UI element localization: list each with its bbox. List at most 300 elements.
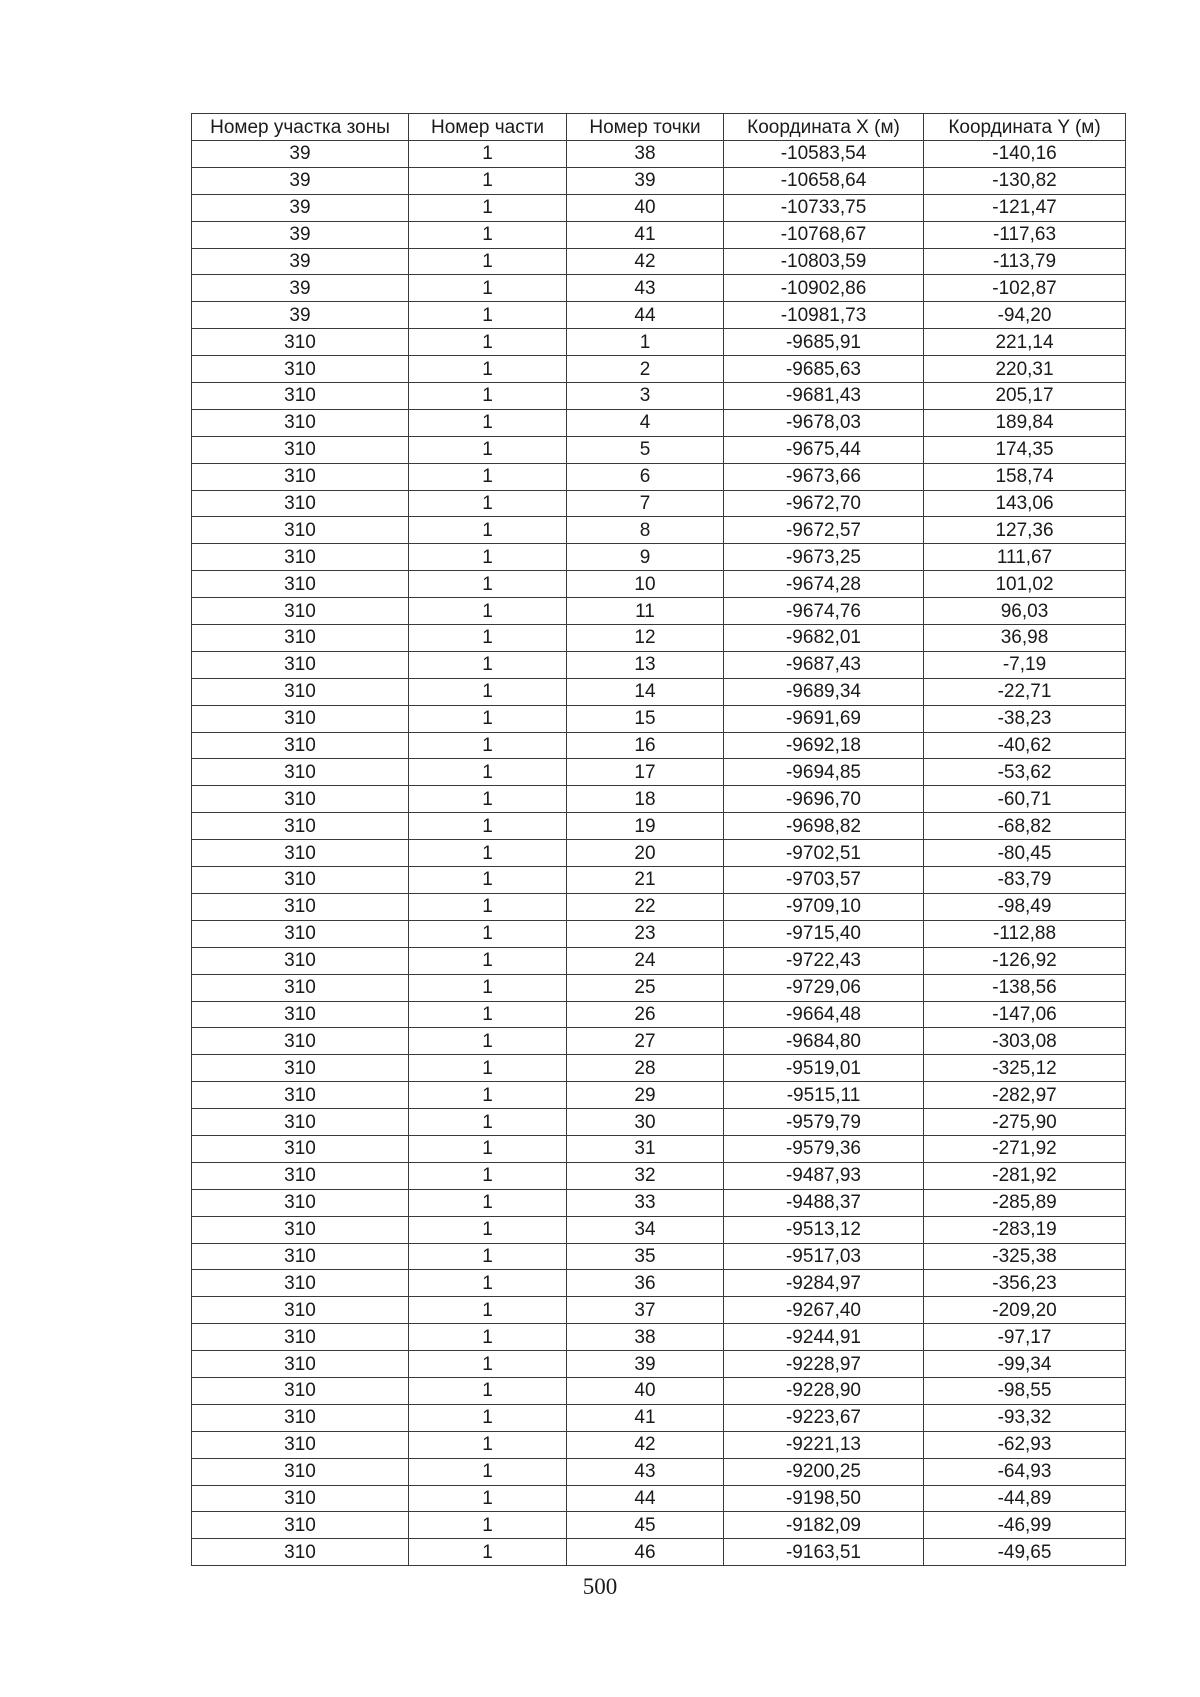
cell-coordinate-x: -9513,12 (724, 1216, 924, 1243)
cell-point-number: 2 (567, 356, 724, 383)
cell-coordinate-y: -271,92 (924, 1135, 1126, 1162)
table-row (192, 141, 1126, 168)
table-row (192, 974, 1126, 1001)
cell-coordinate-x: -9696,70 (724, 786, 924, 813)
cell-point-number: 37 (567, 1297, 724, 1324)
cell-part-number: 1 (409, 840, 567, 867)
table-row (192, 1135, 1126, 1162)
cell-zone-section: 310 (192, 813, 409, 840)
cell-coordinate-y: -68,82 (924, 813, 1126, 840)
cell-zone-section: 310 (192, 786, 409, 813)
cell-part-number: 1 (409, 1189, 567, 1216)
cell-coordinate-y: -98,49 (924, 893, 1126, 920)
cell-coordinate-y: -112,88 (924, 920, 1126, 947)
cell-coordinate-x: -9694,85 (724, 759, 924, 786)
cell-part-number: 1 (409, 1135, 567, 1162)
cell-point-number: 42 (567, 1431, 724, 1458)
cell-coordinate-y: -285,89 (924, 1189, 1126, 1216)
cell-part-number: 1 (409, 221, 567, 248)
table-row (192, 1404, 1126, 1431)
cell-point-number: 28 (567, 1055, 724, 1082)
table-row (192, 1028, 1126, 1055)
cell-zone-section: 39 (192, 221, 409, 248)
cell-coordinate-x: -9685,91 (724, 329, 924, 356)
cell-point-number: 46 (567, 1539, 724, 1566)
table-body (192, 141, 1126, 1566)
cell-coordinate-x: -9221,13 (724, 1431, 924, 1458)
cell-part-number: 1 (409, 1404, 567, 1431)
cell-zone-section: 310 (192, 893, 409, 920)
cell-coordinate-x: -9698,82 (724, 813, 924, 840)
cell-coordinate-y: 101,02 (924, 571, 1126, 598)
cell-coordinate-x: -9517,03 (724, 1243, 924, 1270)
cell-point-number: 25 (567, 974, 724, 1001)
cell-part-number: 1 (409, 1270, 567, 1297)
cell-coordinate-x: -10658,64 (724, 167, 924, 194)
cell-zone-section: 310 (192, 1001, 409, 1028)
cell-part-number: 1 (409, 625, 567, 652)
cell-coordinate-x: -9579,79 (724, 1109, 924, 1136)
cell-coordinate-x: -9681,43 (724, 383, 924, 410)
cell-coordinate-y: -80,45 (924, 840, 1126, 867)
cell-coordinate-y: -93,32 (924, 1404, 1126, 1431)
cell-zone-section: 310 (192, 678, 409, 705)
cell-coordinate-y: -40,62 (924, 732, 1126, 759)
cell-coordinate-x: -9519,01 (724, 1055, 924, 1082)
cell-zone-section: 310 (192, 1458, 409, 1485)
column-header-zone-section: Номер участка зоны (192, 114, 409, 141)
cell-coordinate-y: -209,20 (924, 1297, 1126, 1324)
cell-point-number: 44 (567, 1485, 724, 1512)
cell-coordinate-x: -9284,97 (724, 1270, 924, 1297)
cell-coordinate-x: -9674,76 (724, 598, 924, 625)
cell-coordinate-y: -46,99 (924, 1512, 1126, 1539)
table-row (192, 544, 1126, 571)
cell-part-number: 1 (409, 1351, 567, 1378)
cell-part-number: 1 (409, 275, 567, 302)
table-row (192, 732, 1126, 759)
cell-part-number: 1 (409, 1162, 567, 1189)
cell-point-number: 40 (567, 194, 724, 221)
cell-point-number: 45 (567, 1512, 724, 1539)
cell-coordinate-y: -53,62 (924, 759, 1126, 786)
table-row (192, 1109, 1126, 1136)
cell-zone-section: 310 (192, 1512, 409, 1539)
cell-coordinate-y: -325,12 (924, 1055, 1126, 1082)
table-row (192, 840, 1126, 867)
cell-coordinate-x: -9687,43 (724, 651, 924, 678)
cell-part-number: 1 (409, 248, 567, 275)
cell-coordinate-y: -22,71 (924, 678, 1126, 705)
cell-zone-section: 310 (192, 571, 409, 598)
table-row (192, 1055, 1126, 1082)
cell-point-number: 38 (567, 141, 724, 168)
cell-part-number: 1 (409, 920, 567, 947)
table-row (192, 409, 1126, 436)
cell-zone-section: 310 (192, 383, 409, 410)
table-row (192, 651, 1126, 678)
cell-coordinate-x: -9487,93 (724, 1162, 924, 1189)
cell-coordinate-y: 127,36 (924, 517, 1126, 544)
table-row (192, 221, 1126, 248)
table-row (192, 1216, 1126, 1243)
cell-coordinate-x: -9689,34 (724, 678, 924, 705)
cell-part-number: 1 (409, 571, 567, 598)
table-row (192, 1243, 1126, 1270)
table-row (192, 490, 1126, 517)
cell-coordinate-y: 221,14 (924, 329, 1126, 356)
cell-zone-section: 39 (192, 275, 409, 302)
table-row (192, 1377, 1126, 1404)
table-row (192, 463, 1126, 490)
cell-coordinate-x: -9709,10 (724, 893, 924, 920)
cell-zone-section: 310 (192, 1162, 409, 1189)
cell-coordinate-x: -9715,40 (724, 920, 924, 947)
cell-part-number: 1 (409, 141, 567, 168)
table-row (192, 947, 1126, 974)
cell-zone-section: 310 (192, 436, 409, 463)
cell-point-number: 38 (567, 1324, 724, 1351)
cell-point-number: 44 (567, 302, 724, 329)
cell-zone-section: 310 (192, 1297, 409, 1324)
table-row (192, 1162, 1126, 1189)
cell-coordinate-x: -9244,91 (724, 1324, 924, 1351)
cell-point-number: 35 (567, 1243, 724, 1270)
cell-coordinate-y: -140,16 (924, 141, 1126, 168)
table-row (192, 1001, 1126, 1028)
cell-part-number: 1 (409, 1324, 567, 1351)
cell-zone-section: 310 (192, 1082, 409, 1109)
cell-part-number: 1 (409, 1485, 567, 1512)
cell-point-number: 24 (567, 947, 724, 974)
cell-point-number: 15 (567, 705, 724, 732)
cell-part-number: 1 (409, 651, 567, 678)
table-row (192, 1082, 1126, 1109)
cell-part-number: 1 (409, 1001, 567, 1028)
cell-coordinate-y: -44,89 (924, 1485, 1126, 1512)
cell-coordinate-x: -9702,51 (724, 840, 924, 867)
cell-coordinate-y: 220,31 (924, 356, 1126, 383)
cell-part-number: 1 (409, 356, 567, 383)
table-row (192, 1431, 1126, 1458)
table-row (192, 867, 1126, 894)
cell-coordinate-y: -117,63 (924, 221, 1126, 248)
table-row (192, 194, 1126, 221)
cell-coordinate-y: 205,17 (924, 383, 1126, 410)
cell-part-number: 1 (409, 167, 567, 194)
cell-coordinate-y: -130,82 (924, 167, 1126, 194)
table-row (192, 302, 1126, 329)
column-header-part-number: Номер части (409, 114, 567, 141)
cell-part-number: 1 (409, 1458, 567, 1485)
cell-part-number: 1 (409, 1243, 567, 1270)
cell-part-number: 1 (409, 1028, 567, 1055)
cell-point-number: 26 (567, 1001, 724, 1028)
table-row (192, 705, 1126, 732)
cell-coordinate-y: -99,34 (924, 1351, 1126, 1378)
cell-coordinate-y: 143,06 (924, 490, 1126, 517)
cell-coordinate-y: -283,19 (924, 1216, 1126, 1243)
cell-point-number: 39 (567, 167, 724, 194)
table-row (192, 1539, 1126, 1566)
cell-point-number: 3 (567, 383, 724, 410)
cell-zone-section: 310 (192, 625, 409, 652)
cell-part-number: 1 (409, 678, 567, 705)
cell-zone-section: 310 (192, 1324, 409, 1351)
cell-coordinate-x: -9672,70 (724, 490, 924, 517)
cell-part-number: 1 (409, 383, 567, 410)
cell-coordinate-y: 111,67 (924, 544, 1126, 571)
cell-part-number: 1 (409, 1539, 567, 1566)
cell-coordinate-y: -303,08 (924, 1028, 1126, 1055)
cell-point-number: 19 (567, 813, 724, 840)
cell-part-number: 1 (409, 705, 567, 732)
cell-coordinate-x: -9691,69 (724, 705, 924, 732)
cell-coordinate-y: 189,84 (924, 409, 1126, 436)
table-row (192, 383, 1126, 410)
cell-coordinate-x: -9223,67 (724, 1404, 924, 1431)
cell-coordinate-y: 158,74 (924, 463, 1126, 490)
cell-zone-section: 310 (192, 1243, 409, 1270)
table-row (192, 167, 1126, 194)
cell-zone-section: 310 (192, 1431, 409, 1458)
cell-zone-section: 310 (192, 651, 409, 678)
cell-point-number: 11 (567, 598, 724, 625)
cell-point-number: 33 (567, 1189, 724, 1216)
cell-coordinate-x: -9579,36 (724, 1135, 924, 1162)
cell-coordinate-x: -9673,25 (724, 544, 924, 571)
cell-point-number: 17 (567, 759, 724, 786)
cell-zone-section: 310 (192, 1028, 409, 1055)
cell-coordinate-x: -9488,37 (724, 1189, 924, 1216)
cell-point-number: 10 (567, 571, 724, 598)
cell-point-number: 42 (567, 248, 724, 275)
cell-point-number: 4 (567, 409, 724, 436)
cell-coordinate-y: 96,03 (924, 598, 1126, 625)
cell-coordinate-y: -147,06 (924, 1001, 1126, 1028)
cell-coordinate-y: -138,56 (924, 974, 1126, 1001)
cell-point-number: 36 (567, 1270, 724, 1297)
cell-zone-section: 310 (192, 1270, 409, 1297)
cell-zone-section: 39 (192, 302, 409, 329)
cell-part-number: 1 (409, 1055, 567, 1082)
table-row (192, 1458, 1126, 1485)
cell-point-number: 6 (567, 463, 724, 490)
cell-zone-section: 310 (192, 732, 409, 759)
cell-part-number: 1 (409, 1109, 567, 1136)
cell-zone-section: 39 (192, 248, 409, 275)
cell-point-number: 8 (567, 517, 724, 544)
cell-coordinate-x: -9664,48 (724, 1001, 924, 1028)
cell-coordinate-y: -64,93 (924, 1458, 1126, 1485)
cell-zone-section: 310 (192, 1055, 409, 1082)
cell-coordinate-x: -9228,90 (724, 1377, 924, 1404)
cell-coordinate-x: -9675,44 (724, 436, 924, 463)
cell-coordinate-y: -7,19 (924, 651, 1126, 678)
cell-point-number: 20 (567, 840, 724, 867)
cell-zone-section: 310 (192, 329, 409, 356)
cell-coordinate-y: -126,92 (924, 947, 1126, 974)
cell-coordinate-x: -9672,57 (724, 517, 924, 544)
cell-zone-section: 310 (192, 1377, 409, 1404)
cell-point-number: 18 (567, 786, 724, 813)
cell-zone-section: 310 (192, 1539, 409, 1566)
cell-part-number: 1 (409, 1297, 567, 1324)
cell-point-number: 16 (567, 732, 724, 759)
cell-coordinate-y: -102,87 (924, 275, 1126, 302)
table-row (192, 571, 1126, 598)
cell-zone-section: 310 (192, 920, 409, 947)
cell-zone-section: 310 (192, 1404, 409, 1431)
cell-coordinate-x: -10803,59 (724, 248, 924, 275)
table-row (192, 625, 1126, 652)
table-row (192, 275, 1126, 302)
cell-zone-section: 310 (192, 1189, 409, 1216)
table-row (192, 786, 1126, 813)
cell-part-number: 1 (409, 517, 567, 544)
cell-point-number: 43 (567, 275, 724, 302)
table-row (192, 813, 1126, 840)
table-row (192, 1189, 1126, 1216)
table-row (192, 1485, 1126, 1512)
cell-point-number: 34 (567, 1216, 724, 1243)
table-row (192, 1512, 1126, 1539)
cell-coordinate-x: -9182,09 (724, 1512, 924, 1539)
cell-part-number: 1 (409, 1082, 567, 1109)
table-row (192, 1270, 1126, 1297)
cell-part-number: 1 (409, 463, 567, 490)
cell-zone-section: 310 (192, 759, 409, 786)
cell-coordinate-y: -97,17 (924, 1324, 1126, 1351)
cell-zone-section: 310 (192, 867, 409, 894)
cell-coordinate-y: -281,92 (924, 1162, 1126, 1189)
cell-coordinate-x: -9678,03 (724, 409, 924, 436)
cell-zone-section: 310 (192, 840, 409, 867)
cell-point-number: 21 (567, 867, 724, 894)
cell-coordinate-y: -94,20 (924, 302, 1126, 329)
cell-point-number: 14 (567, 678, 724, 705)
cell-zone-section: 310 (192, 490, 409, 517)
column-header-coordinate-y: Координата Y (м) (924, 114, 1126, 141)
cell-coordinate-x: -9722,43 (724, 947, 924, 974)
table-row (192, 248, 1126, 275)
cell-coordinate-y: -60,71 (924, 786, 1126, 813)
cell-coordinate-x: -9703,57 (724, 867, 924, 894)
cell-zone-section: 310 (192, 947, 409, 974)
table-row (192, 329, 1126, 356)
table-header-row (192, 114, 1126, 141)
cell-coordinate-y: -62,93 (924, 1431, 1126, 1458)
cell-point-number: 23 (567, 920, 724, 947)
cell-coordinate-x: -9729,06 (724, 974, 924, 1001)
cell-coordinate-y: -356,23 (924, 1270, 1126, 1297)
cell-zone-section: 310 (192, 517, 409, 544)
cell-coordinate-y: -113,79 (924, 248, 1126, 275)
cell-coordinate-y: -121,47 (924, 194, 1126, 221)
cell-coordinate-x: -9692,18 (724, 732, 924, 759)
cell-part-number: 1 (409, 302, 567, 329)
cell-part-number: 1 (409, 436, 567, 463)
cell-part-number: 1 (409, 194, 567, 221)
cell-coordinate-y: -275,90 (924, 1109, 1126, 1136)
cell-coordinate-y: 36,98 (924, 625, 1126, 652)
cell-point-number: 43 (567, 1458, 724, 1485)
cell-coordinate-x: -9682,01 (724, 625, 924, 652)
cell-zone-section: 310 (192, 1485, 409, 1512)
cell-coordinate-x: -10981,73 (724, 302, 924, 329)
cell-coordinate-x: -9515,11 (724, 1082, 924, 1109)
cell-point-number: 40 (567, 1377, 724, 1404)
cell-coordinate-x: -9163,51 (724, 1539, 924, 1566)
coordinates-table (191, 113, 1126, 1566)
cell-coordinate-y: -83,79 (924, 867, 1126, 894)
cell-zone-section: 39 (192, 141, 409, 168)
cell-coordinate-x: -10583,54 (724, 141, 924, 168)
cell-part-number: 1 (409, 759, 567, 786)
cell-point-number: 30 (567, 1109, 724, 1136)
cell-zone-section: 310 (192, 409, 409, 436)
cell-zone-section: 310 (192, 463, 409, 490)
cell-coordinate-y: -325,38 (924, 1243, 1126, 1270)
table-row (192, 893, 1126, 920)
page-number: 500 (582, 1574, 618, 1599)
cell-zone-section: 39 (192, 194, 409, 221)
cell-coordinate-x: -10902,86 (724, 275, 924, 302)
cell-part-number: 1 (409, 947, 567, 974)
cell-point-number: 5 (567, 436, 724, 463)
cell-part-number: 1 (409, 1431, 567, 1458)
cell-coordinate-x: -9685,63 (724, 356, 924, 383)
cell-coordinate-y: -98,55 (924, 1377, 1126, 1404)
table-row (192, 356, 1126, 383)
cell-point-number: 1 (567, 329, 724, 356)
cell-zone-section: 310 (192, 1351, 409, 1378)
cell-coordinate-x: -9198,50 (724, 1485, 924, 1512)
cell-coordinate-x: -9673,66 (724, 463, 924, 490)
table-row (192, 920, 1126, 947)
cell-part-number: 1 (409, 867, 567, 894)
cell-part-number: 1 (409, 1216, 567, 1243)
table-row (192, 1351, 1126, 1378)
table-row (192, 436, 1126, 463)
cell-zone-section: 39 (192, 167, 409, 194)
cell-coordinate-y: -38,23 (924, 705, 1126, 732)
cell-point-number: 13 (567, 651, 724, 678)
cell-part-number: 1 (409, 598, 567, 625)
cell-point-number: 41 (567, 221, 724, 248)
table-row (192, 678, 1126, 705)
table-row (192, 1324, 1126, 1351)
cell-part-number: 1 (409, 732, 567, 759)
cell-part-number: 1 (409, 813, 567, 840)
cell-point-number: 32 (567, 1162, 724, 1189)
column-header-point-number: Номер точки (567, 114, 724, 141)
cell-part-number: 1 (409, 1512, 567, 1539)
cell-coordinate-x: -9200,25 (724, 1458, 924, 1485)
cell-coordinate-x: -9674,28 (724, 571, 924, 598)
cell-zone-section: 310 (192, 974, 409, 1001)
cell-point-number: 22 (567, 893, 724, 920)
cell-coordinate-x: -10733,75 (724, 194, 924, 221)
table-row (192, 1297, 1126, 1324)
cell-coordinate-x: -9228,97 (724, 1351, 924, 1378)
cell-point-number: 29 (567, 1082, 724, 1109)
table-row (192, 759, 1126, 786)
cell-point-number: 27 (567, 1028, 724, 1055)
cell-point-number: 31 (567, 1135, 724, 1162)
table-row (192, 598, 1126, 625)
cell-coordinate-y: 174,35 (924, 436, 1126, 463)
